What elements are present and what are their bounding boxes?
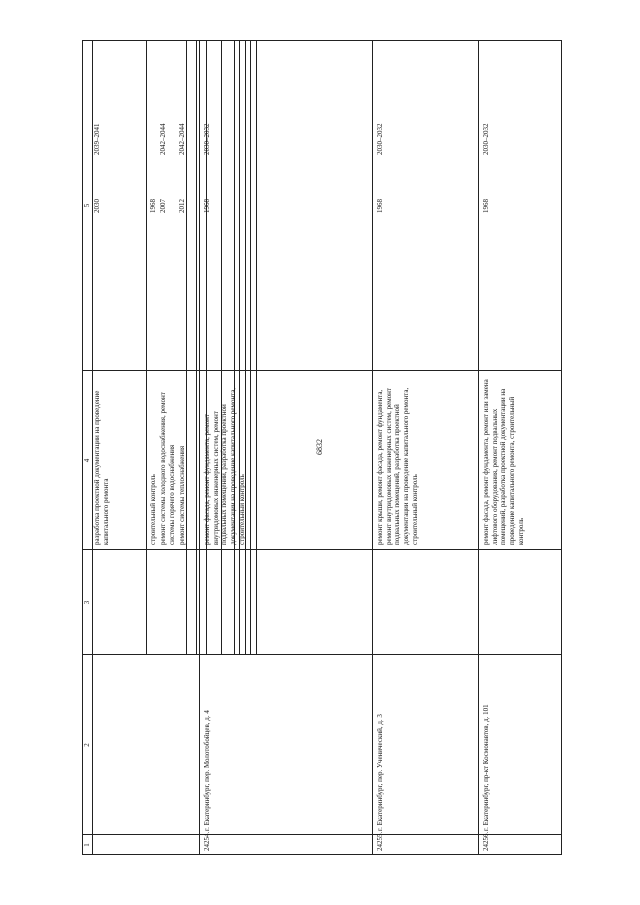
row-divider bbox=[250, 40, 251, 655]
table-cell: ремонт фасада, ремонт фундамента, ремонт или замена лифтового оборудования, ремонт подвальных помещений, разработка проектной документации на проведение капитального ремонта, строительный контроль bbox=[482, 379, 525, 545]
rotated-table bbox=[82, 40, 562, 855]
table-cell: 2042–2044 bbox=[178, 123, 186, 155]
table-cell: 1968 bbox=[482, 199, 490, 213]
table-cell: ремонт фасада, ремонт фундамента, ремонт внутридомовых инженерных систем, ремонт подвальных помещений, разработка проектной документации на проведение капитального ремонта, строительный контроль bbox=[203, 387, 246, 545]
table-cell: 2007 bbox=[159, 199, 167, 213]
row-divider bbox=[245, 40, 246, 655]
page-number: 6832 bbox=[315, 439, 324, 455]
building-address: г. Екатеринбург, пер. Ученический, д. 3 bbox=[376, 714, 384, 831]
table-cell: 1968 bbox=[376, 199, 384, 213]
table-cell: 2030 bbox=[93, 199, 101, 213]
table-cell: 1968 bbox=[149, 199, 157, 213]
building-number: 24255. bbox=[376, 831, 384, 851]
row-divider bbox=[239, 40, 240, 655]
building-address: г. Екатеринбург, пер. Молотобойцев, д. 4 bbox=[203, 710, 211, 831]
column-header-1: 1 bbox=[83, 843, 91, 847]
row-divider bbox=[196, 40, 197, 655]
building-divider bbox=[372, 40, 373, 855]
col-border-left bbox=[82, 854, 562, 855]
row-divider bbox=[221, 40, 222, 655]
column-header-2: 2 bbox=[83, 743, 91, 747]
col-divider-3 bbox=[82, 549, 562, 550]
table-cell: 2030–2032 bbox=[376, 123, 384, 155]
table-border-bottom bbox=[561, 40, 562, 855]
table-cell: 1968 bbox=[203, 199, 211, 213]
table-cell: 2030–2032 bbox=[482, 123, 490, 155]
table-cell: 2030–2032 bbox=[203, 123, 211, 155]
column-header-3: 3 bbox=[83, 600, 91, 605]
table-cell: 2039–2041 bbox=[93, 123, 101, 155]
row-divider bbox=[234, 40, 235, 655]
table-cell: 2012 bbox=[178, 199, 186, 213]
building-divider bbox=[478, 40, 479, 855]
building-number: 24256. bbox=[482, 831, 490, 851]
table-cell: 2042–2044 bbox=[159, 123, 167, 155]
col-divider-2 bbox=[82, 654, 562, 655]
table-cell: ремонт системы холодного водоснабжения, ремонт системы горячего водоснабжения bbox=[159, 392, 176, 545]
row-divider bbox=[146, 40, 147, 655]
building-address: г. Екатеринбург, пр-кт Космонавтов, д. 101 bbox=[482, 704, 490, 831]
column-header-5: 5 bbox=[83, 203, 91, 208]
row-divider bbox=[256, 40, 257, 655]
table-cell: разработка проектной документации на проведение капитального ремонта bbox=[93, 390, 110, 545]
table-cell: ремонт крыши, ремонт фасада, ремонт фундамента, ремонт внутридомовых инженерных систем, ремонт подвальных помещений, разработка проектной документации на проведение капитального ремонта, строительный контроль bbox=[376, 387, 419, 545]
building-number: 24254. bbox=[203, 831, 211, 851]
column-header-4: 4 bbox=[83, 458, 91, 463]
table-cell: ремонт системы теплоснабжения bbox=[178, 445, 186, 545]
building-divider bbox=[199, 40, 200, 855]
table-cell: строительный контроль bbox=[149, 474, 157, 545]
